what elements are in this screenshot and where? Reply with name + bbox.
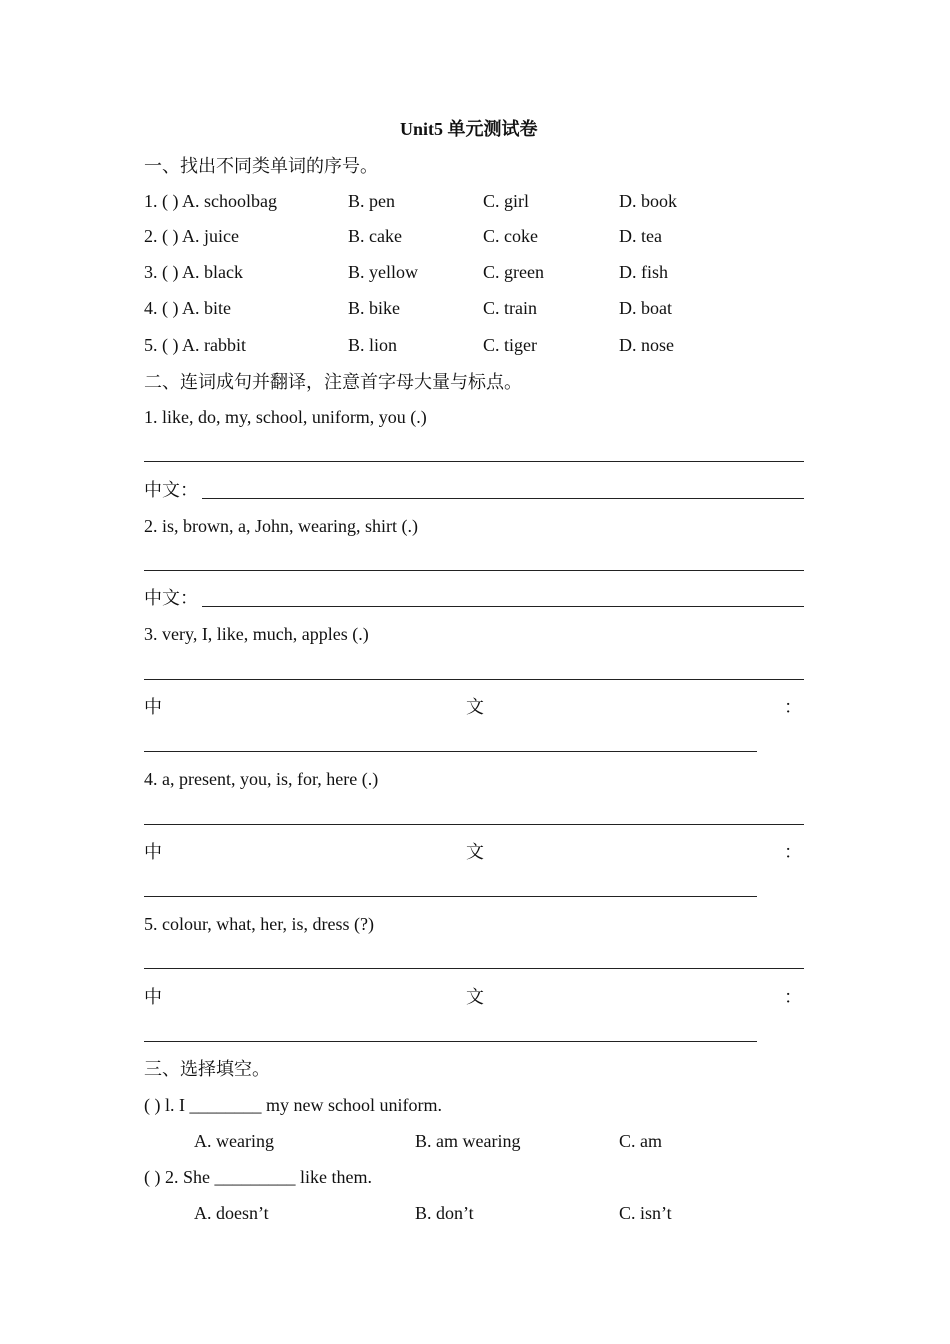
- section2-heading: 二、连词成句并翻译，注意首字母大量与标点。: [144, 372, 522, 392]
- question-text: 3. very, I, like, much, apples (.): [144, 624, 369, 644]
- answer-line: [144, 824, 804, 825]
- option-b: B. bike: [348, 298, 400, 318]
- question-text: 5. colour, what, her, is, dress (?): [144, 914, 374, 934]
- option-d: D. boat: [619, 298, 672, 318]
- option-a: A. doesn’t: [194, 1203, 269, 1223]
- option-c: C. coke: [483, 226, 538, 246]
- chinese-label: 中文：: [144, 588, 198, 608]
- question-text: 2. is, brown, a, John, wearing, shirt (.): [144, 516, 418, 536]
- answer-line: [144, 570, 804, 571]
- option-b: B. cake: [348, 226, 402, 246]
- option-c: C. am: [619, 1131, 662, 1151]
- option-b: B. don’t: [415, 1203, 474, 1223]
- answer-line: [144, 968, 804, 969]
- chinese-label-char: ：: [784, 987, 802, 1007]
- option-c: C. girl: [483, 191, 530, 211]
- chinese-label-char: 中: [144, 697, 162, 717]
- option-c: C. green: [483, 262, 544, 282]
- option-d: D. tea: [619, 226, 662, 246]
- answer-line: [144, 679, 804, 680]
- translation-line: [144, 1041, 757, 1042]
- page-title: Unit5 单元测试卷: [400, 119, 538, 139]
- chinese-label-char: 文: [466, 842, 484, 862]
- option-b: B. lion: [348, 335, 398, 355]
- question-text: 1. like, do, my, school, uniform, you (.): [144, 407, 427, 427]
- section1-heading: 一、找出不同类单词的序号。: [144, 156, 378, 176]
- option-b: B. am wearing: [415, 1131, 521, 1151]
- chinese-label-char: ：: [784, 697, 802, 717]
- translation-line: [144, 751, 757, 752]
- section3-heading: 三、选择填空。: [144, 1059, 270, 1079]
- question-text: ( ) 2. She _________ like them.: [144, 1167, 372, 1187]
- chinese-label-char: 中: [144, 987, 162, 1007]
- chinese-label-char: ：: [784, 842, 802, 862]
- option-a: A. wearing: [194, 1131, 274, 1151]
- translation-line: [202, 606, 804, 607]
- option-b: B. pen: [348, 191, 395, 211]
- option-d: D. nose: [619, 335, 674, 355]
- option-a: 5. ( ) A. rabbit: [144, 335, 246, 355]
- option-d: D. book: [619, 191, 677, 211]
- option-a: 3. ( ) A. black: [144, 262, 243, 282]
- option-a: 2. ( ) A. juice: [144, 226, 239, 246]
- chinese-label-char: 中: [144, 842, 162, 862]
- chinese-label-char: 文: [466, 987, 484, 1007]
- option-c: C. tiger: [483, 335, 537, 355]
- chinese-label: 中文：: [144, 480, 198, 500]
- question-text: 4. a, present, you, is, for, here (.): [144, 769, 379, 789]
- question-text: ( ) l. I ________ my new school uniform.: [144, 1095, 442, 1115]
- option-a: 4. ( ) A. bite: [144, 298, 231, 318]
- option-c: C. train: [483, 298, 537, 318]
- option-d: D. fish: [619, 262, 668, 282]
- chinese-label-char: 文: [466, 697, 484, 717]
- answer-line: [144, 461, 804, 462]
- translation-line: [202, 498, 804, 499]
- option-a: 1. ( ) A. schoolbag: [144, 191, 277, 211]
- translation-line: [144, 896, 757, 897]
- option-c: C. isn’t: [619, 1203, 672, 1223]
- option-b: B. yellow: [348, 262, 418, 282]
